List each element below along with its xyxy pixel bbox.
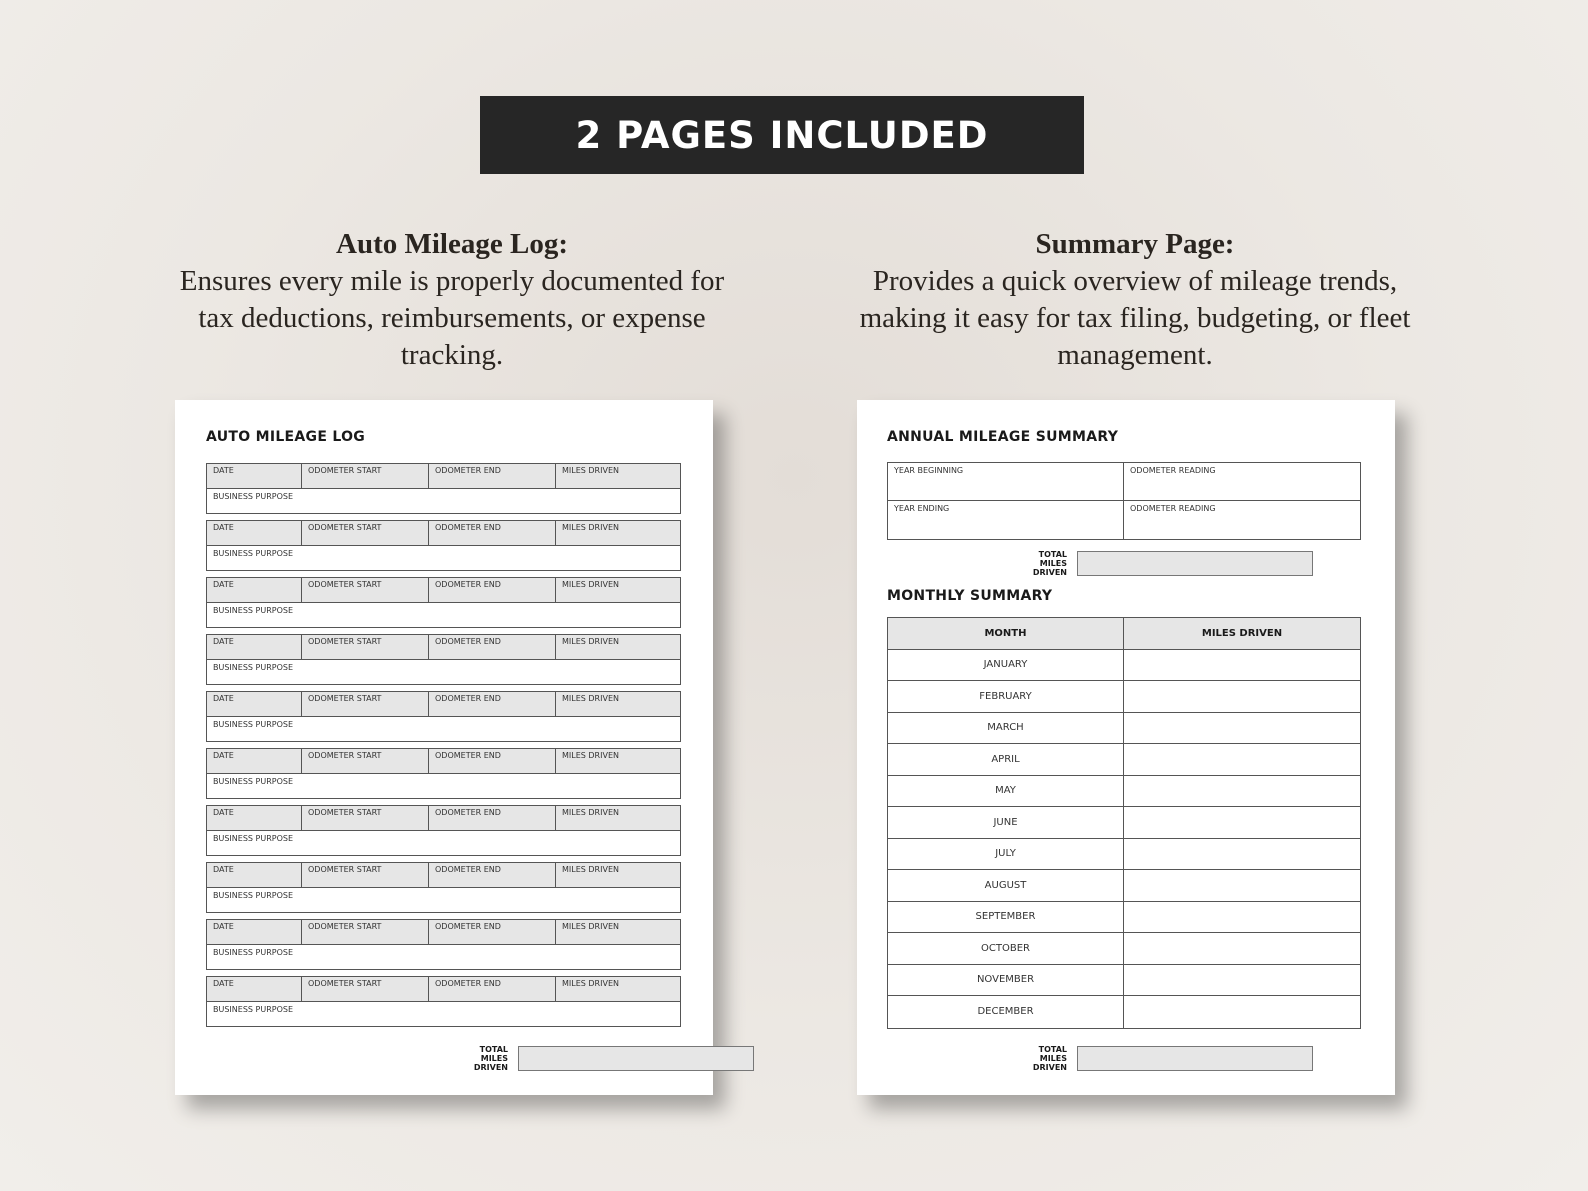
- odometer-end-label: ODOMETER END: [429, 692, 556, 716]
- summary-description-title: Summary Page:: [1035, 228, 1235, 260]
- summary-year-total-section: [1007, 550, 1313, 577]
- miles-driven-label: MILES DRIVEN: [562, 865, 619, 874]
- log-entry: [206, 634, 681, 685]
- odometer-start-label: ODOMETER START: [302, 521, 429, 545]
- month-row: [888, 839, 1360, 871]
- month-miles-cell: [1124, 776, 1360, 807]
- monthly-table: [887, 617, 1361, 1029]
- log-entry-header: [207, 692, 680, 717]
- month-miles-cell: [1124, 807, 1360, 838]
- log-page-title: AUTO MILEAGE LOG: [206, 429, 366, 445]
- log-entry-header: [207, 806, 680, 831]
- month-name: OCTOBER: [888, 933, 1124, 964]
- month-name: APRIL: [888, 744, 1124, 775]
- total-label-line: DRIVEN: [473, 1063, 508, 1072]
- month-miles-cell: [1124, 650, 1360, 681]
- log-entry: [206, 463, 681, 514]
- month-name: JULY: [888, 839, 1124, 870]
- month-miles-cell: [1124, 839, 1360, 870]
- odometer-end-label: ODOMETER END: [429, 749, 556, 773]
- monthly-table-header: [888, 618, 1360, 650]
- total-label-line: TOTAL: [1038, 550, 1067, 559]
- miles-driven-label: MILES DRIVEN: [562, 580, 619, 589]
- log-entry: [206, 748, 681, 799]
- month-miles-cell: [1124, 996, 1360, 1028]
- date-field-label: DATE: [207, 692, 302, 716]
- month-miles-cell: [1124, 744, 1360, 775]
- log-entry: [206, 919, 681, 970]
- log-entry: [206, 862, 681, 913]
- log-description-title: Auto Mileage Log:: [336, 228, 568, 260]
- month-row: [888, 870, 1360, 902]
- miles-driven-label: MILES DRIVEN: [562, 637, 619, 646]
- miles-driven-label: MILES DRIVEN: [562, 979, 619, 988]
- log-entry: [206, 976, 681, 1027]
- date-field-label: DATE: [207, 977, 302, 1001]
- log-total-box: [518, 1046, 754, 1071]
- year-ending-label: YEAR ENDING: [888, 501, 1124, 539]
- log-entry-header: [207, 578, 680, 603]
- month-name: FEBRUARY: [888, 681, 1124, 712]
- total-label-line: TOTAL: [479, 1045, 508, 1054]
- log-total-label: [448, 1045, 508, 1072]
- log-entry-header: [207, 920, 680, 945]
- month-name: MARCH: [888, 713, 1124, 744]
- month-row: [888, 650, 1360, 682]
- summary-page: [857, 400, 1395, 1095]
- summary-total-section: [1007, 1045, 1313, 1072]
- odometer-reading-label: ODOMETER READING: [1130, 504, 1216, 513]
- miles-driven-label: MILES DRIVEN: [562, 466, 619, 475]
- odometer-start-label: ODOMETER START: [302, 920, 429, 944]
- odometer-start-label: ODOMETER START: [302, 863, 429, 887]
- log-entry-header: [207, 749, 680, 774]
- odometer-start-label: ODOMETER START: [302, 977, 429, 1001]
- month-name: DECEMBER: [888, 996, 1124, 1028]
- odometer-end-label: ODOMETER END: [429, 635, 556, 659]
- odometer-end-label: ODOMETER END: [429, 920, 556, 944]
- month-miles-cell: [1124, 681, 1360, 712]
- business-purpose-label: BUSINESS PURPOSE: [213, 891, 294, 900]
- log-entry: [206, 691, 681, 742]
- month-miles-cell: [1124, 870, 1360, 901]
- monthly-summary-title: MONTHLY SUMMARY: [887, 588, 1053, 604]
- odometer-start-label: ODOMETER START: [302, 749, 429, 773]
- business-purpose-label: BUSINESS PURPOSE: [213, 663, 294, 672]
- date-field-label: DATE: [207, 749, 302, 773]
- date-field-label: DATE: [207, 635, 302, 659]
- summary-year-total-box: [1077, 551, 1313, 576]
- month-row: [888, 996, 1360, 1028]
- odometer-start-label: ODOMETER START: [302, 578, 429, 602]
- month-row: [888, 744, 1360, 776]
- total-label-line: DRIVEN: [1032, 1063, 1067, 1072]
- log-entry-header: [207, 521, 680, 546]
- log-entry-header: [207, 635, 680, 660]
- month-name: AUGUST: [888, 870, 1124, 901]
- summary-description-body: Provides a quick overview of mileage trends, making it easy for tax filing, budgeting, or fleet management.: [859, 265, 1411, 371]
- year-table: [887, 462, 1361, 540]
- date-field-label: DATE: [207, 578, 302, 602]
- odometer-reading-label: ODOMETER READING: [1130, 466, 1216, 475]
- month-row: [888, 965, 1360, 997]
- odometer-start-label: ODOMETER START: [302, 635, 429, 659]
- pages-included-banner: [480, 96, 1084, 174]
- miles-driven-label: MILES DRIVEN: [562, 523, 619, 532]
- total-label-line: MILES: [1039, 1054, 1067, 1063]
- odometer-end-label: ODOMETER END: [429, 578, 556, 602]
- month-name: SEPTEMBER: [888, 902, 1124, 933]
- month-row: [888, 902, 1360, 934]
- total-label-line: MILES: [480, 1054, 508, 1063]
- summary-total-box: [1077, 1046, 1313, 1071]
- banner-text: 2 PAGES INCLUDED: [575, 113, 989, 157]
- odometer-end-label: ODOMETER END: [429, 521, 556, 545]
- month-row: [888, 807, 1360, 839]
- date-field-label: DATE: [207, 920, 302, 944]
- business-purpose-label: BUSINESS PURPOSE: [213, 492, 294, 501]
- business-purpose-label: BUSINESS PURPOSE: [213, 1005, 294, 1014]
- month-column-header: MONTH: [888, 618, 1124, 649]
- summary-year-total-label: [1007, 550, 1067, 577]
- summary-description: [855, 226, 1415, 374]
- miles-driven-label: MILES DRIVEN: [562, 922, 619, 931]
- total-label-line: DRIVEN: [1032, 568, 1067, 577]
- month-miles-cell: [1124, 933, 1360, 964]
- log-entry-header: [207, 977, 680, 1002]
- business-purpose-label: BUSINESS PURPOSE: [213, 606, 294, 615]
- log-entries: [206, 463, 681, 1033]
- month-row: [888, 681, 1360, 713]
- month-name: MAY: [888, 776, 1124, 807]
- odometer-end-label: ODOMETER END: [429, 977, 556, 1001]
- business-purpose-label: BUSINESS PURPOSE: [213, 948, 294, 957]
- business-purpose-label: BUSINESS PURPOSE: [213, 549, 294, 558]
- month-miles-cell: [1124, 713, 1360, 744]
- odometer-start-label: ODOMETER START: [302, 464, 429, 488]
- month-miles-cell: [1124, 965, 1360, 996]
- month-row: [888, 933, 1360, 965]
- month-row: [888, 776, 1360, 808]
- date-field-label: DATE: [207, 521, 302, 545]
- date-field-label: DATE: [207, 806, 302, 830]
- miles-driven-label: MILES DRIVEN: [562, 808, 619, 817]
- year-row: [888, 463, 1360, 501]
- year-beginning-label: YEAR BEGINNING: [888, 463, 1124, 500]
- log-entry-header: [207, 464, 680, 489]
- month-miles-cell: [1124, 902, 1360, 933]
- year-row: [888, 501, 1360, 539]
- log-entry-header: [207, 863, 680, 888]
- auto-mileage-log-page: [175, 400, 713, 1095]
- date-field-label: DATE: [207, 464, 302, 488]
- miles-driven-label: MILES DRIVEN: [562, 751, 619, 760]
- month-name: JANUARY: [888, 650, 1124, 681]
- odometer-end-label: ODOMETER END: [429, 464, 556, 488]
- odometer-end-label: ODOMETER END: [429, 806, 556, 830]
- log-entry: [206, 577, 681, 628]
- date-field-label: DATE: [207, 863, 302, 887]
- odometer-start-label: ODOMETER START: [302, 806, 429, 830]
- total-label-line: TOTAL: [1038, 1045, 1067, 1054]
- summary-total-label: [1007, 1045, 1067, 1072]
- log-description-body: Ensures every mile is properly documented for tax deductions, reimbursements, or expense tracking.: [179, 265, 725, 371]
- log-total-section: [448, 1045, 754, 1072]
- business-purpose-label: BUSINESS PURPOSE: [213, 777, 294, 786]
- miles-driven-label: MILES DRIVEN: [562, 694, 619, 703]
- miles-column-header: MILES DRIVEN: [1201, 627, 1283, 639]
- month-row: [888, 713, 1360, 745]
- log-entry: [206, 805, 681, 856]
- business-purpose-label: BUSINESS PURPOSE: [213, 720, 294, 729]
- business-purpose-label: BUSINESS PURPOSE: [213, 834, 294, 843]
- log-entry: [206, 520, 681, 571]
- odometer-end-label: ODOMETER END: [429, 863, 556, 887]
- odometer-start-label: ODOMETER START: [302, 692, 429, 716]
- month-name: NOVEMBER: [888, 965, 1124, 996]
- total-label-line: MILES: [1039, 559, 1067, 568]
- summary-page-title: ANNUAL MILEAGE SUMMARY: [887, 429, 1119, 445]
- log-description: [172, 226, 732, 374]
- month-name: JUNE: [888, 807, 1124, 838]
